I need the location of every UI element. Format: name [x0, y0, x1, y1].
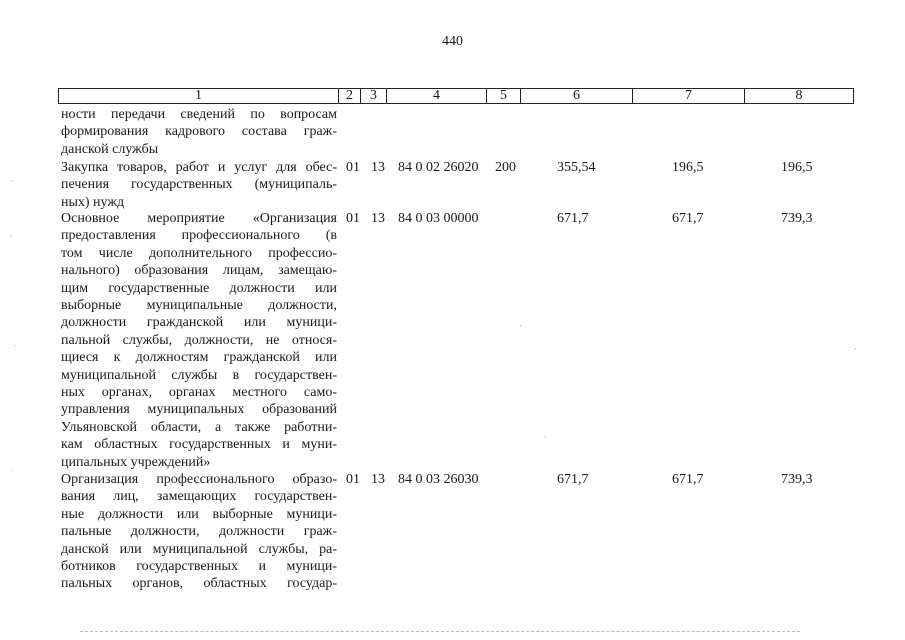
header-col-4: 4 — [387, 89, 487, 103]
scan-edge — [80, 631, 800, 633]
description-line: том числе дополнительного профессио- — [61, 245, 337, 261]
cell-amount-3: 739,3 — [781, 472, 813, 487]
cell-amount-2: 671,7 — [672, 472, 704, 487]
description-line: щим государственные должности или — [61, 280, 337, 296]
description-line: муниципальной службы в государствен- — [61, 367, 337, 383]
description-line: Ульяновской области, а также работни- — [61, 419, 337, 435]
description-line: Закупка товаров, работ и услуг для обес- — [61, 160, 337, 175]
description-line: ных) нужд — [61, 194, 125, 210]
cell-expense-type: 200 — [495, 160, 516, 175]
header-col-6: 6 — [521, 89, 633, 103]
header-col-8: 8 — [795, 88, 803, 103]
cell-section: 01 — [346, 472, 360, 487]
description-line: пальных органов, областных государ- — [61, 576, 337, 592]
header-col-5: 5 — [487, 89, 521, 103]
description-line: нального) образования лицам, замещаю- — [61, 263, 337, 279]
scan-speck — [520, 325, 521, 326]
cell-target-article: 84 0 02 26020 — [398, 160, 479, 175]
cell-subsection: 13 — [371, 160, 385, 175]
description-line: пальные должности, должности граж- — [61, 524, 337, 540]
cell-amount-1: 355,54 — [557, 160, 596, 175]
scan-speck — [10, 235, 11, 236]
description-line: ных органах, органах местного само- — [61, 385, 337, 401]
scan-speck — [12, 470, 13, 471]
description-line: ципальных учреждений» — [61, 454, 211, 470]
description-line: управления муниципальных образований — [61, 402, 337, 418]
page-number: 440 — [442, 34, 463, 49]
scan-speck — [14, 345, 15, 346]
description-line: кам областных государственных и муни- — [61, 437, 337, 453]
description-line: печения государственных (муниципаль- — [61, 177, 337, 193]
description-line: Основное мероприятие «Организация — [61, 211, 337, 226]
cell-amount-1: 671,7 — [557, 211, 589, 226]
description-line: формирования кадрового состава граж- — [61, 124, 337, 140]
cell-subsection: 13 — [371, 472, 385, 487]
header-col-7: 7 — [633, 89, 745, 103]
header-col-3: 3 — [361, 89, 387, 103]
cell-section: 01 — [346, 160, 360, 175]
cell-amount-2: 196,5 — [672, 160, 704, 175]
description-line: данской или муниципальной службы, ра- — [61, 541, 337, 557]
cell-amount-1: 671,7 — [557, 472, 589, 487]
description-line: ности передачи сведений по вопросам — [61, 107, 337, 122]
header-col-2: 2 — [339, 89, 361, 103]
description-line: ботников государственных и муници- — [61, 559, 337, 575]
table-header — [58, 88, 854, 104]
cell-amount-3: 739,3 — [781, 211, 813, 226]
row-description — [61, 210, 337, 471]
description-line: щиеся к должностям гражданской или — [61, 350, 337, 366]
cell-amount-3: 196,5 — [781, 160, 813, 175]
scan-speck — [545, 436, 546, 437]
scan-speck — [12, 180, 13, 181]
cell-amount-2: 671,7 — [672, 211, 704, 226]
cell-section: 01 — [346, 211, 360, 226]
row-description — [61, 106, 337, 158]
header-col-1: 1 — [59, 89, 339, 103]
cell-target-article: 84 0 03 26030 — [398, 472, 479, 487]
description-line: ные должности или выборные муници- — [61, 506, 337, 522]
cell-subsection: 13 — [371, 211, 385, 226]
description-line: данской службы — [61, 141, 159, 157]
row-description — [61, 159, 337, 211]
description-line: предоставления профессионального (в — [61, 228, 337, 244]
scan-speck — [855, 348, 856, 349]
description-line: должности гражданской или муници- — [61, 315, 337, 331]
description-line: выборные муниципальные должности, — [61, 298, 337, 314]
row-description — [61, 471, 337, 593]
description-line: вания лиц, замещающих государствен- — [61, 489, 337, 505]
description-line: Организация профессионального образо- — [61, 472, 337, 487]
cell-target-article: 84 0 03 00000 — [398, 211, 479, 226]
description-line: пальной службы, должности, не относя- — [61, 332, 337, 348]
